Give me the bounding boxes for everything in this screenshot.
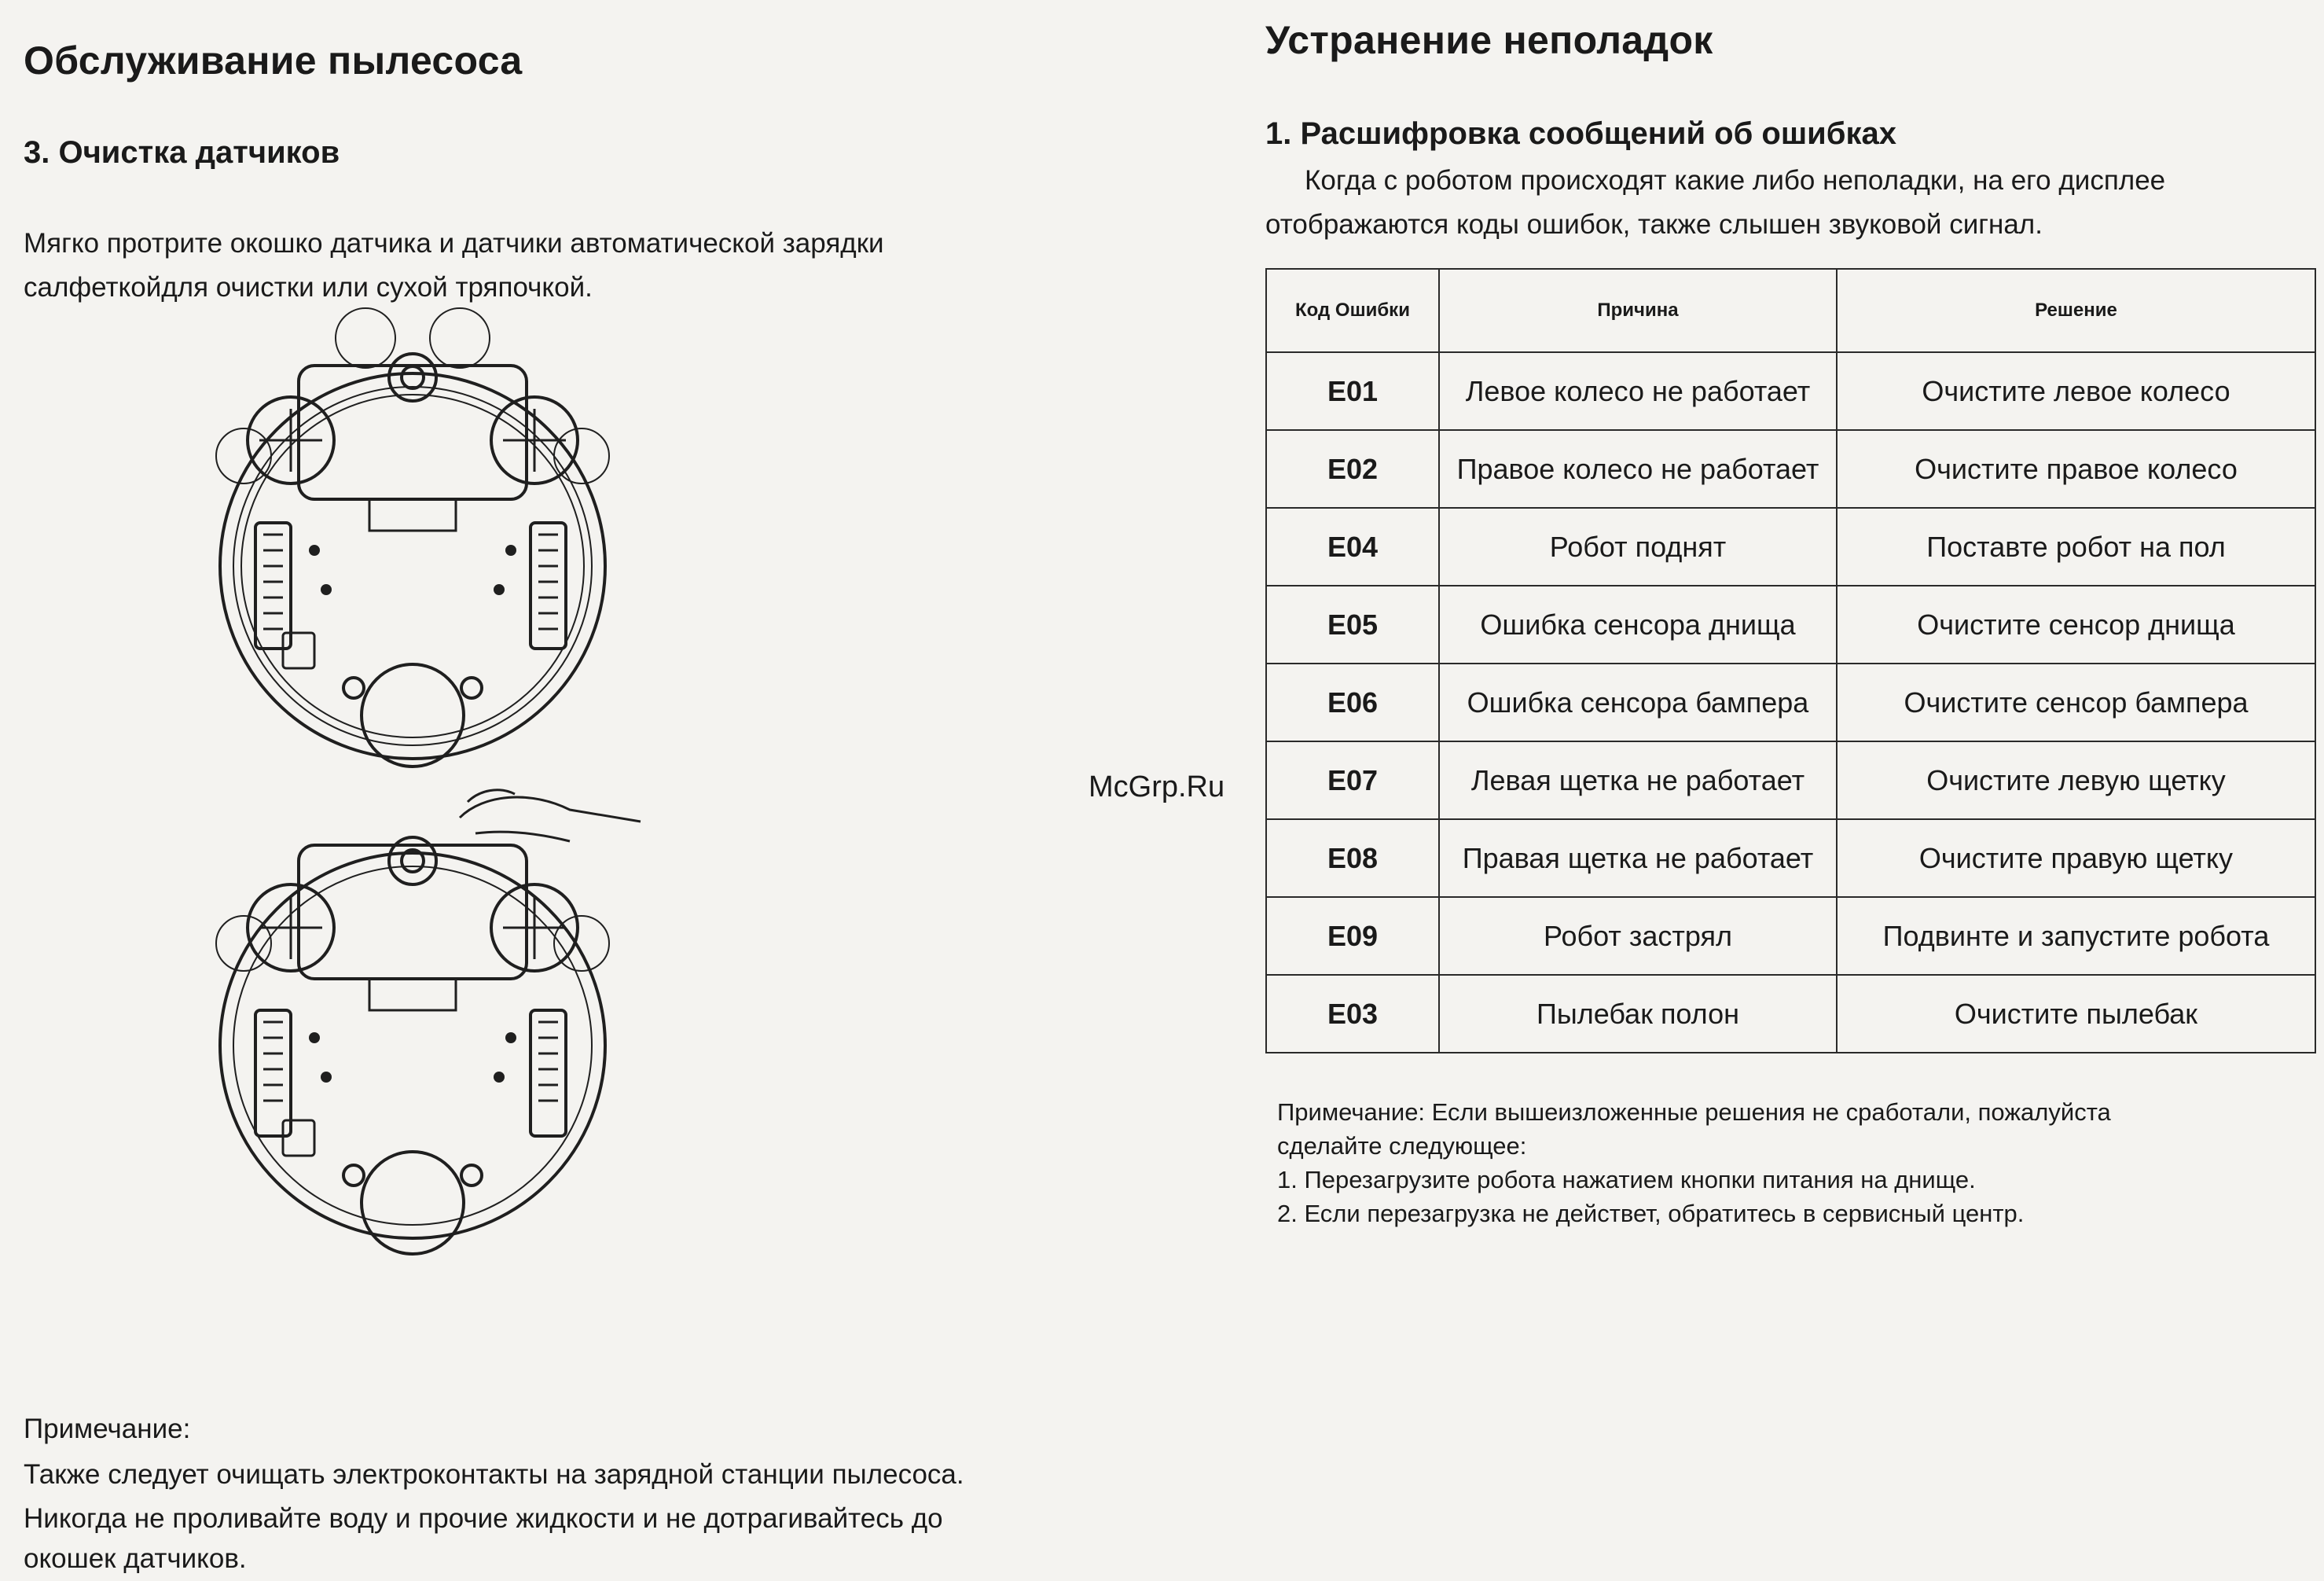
header-code: Код Ошибки (1266, 269, 1439, 352)
error-codes-table (1265, 268, 2316, 1053)
instruction-line-2: салфеткойдля очистки или сухой тряпочкой. (24, 272, 593, 303)
left-page (0, 0, 1100, 1574)
intro-line-1: Когда с роботом происходят какие либо неполадки, на его дисплее (1305, 165, 2166, 196)
error-cause: Пылебак полон (1439, 975, 1837, 1053)
error-cause: Ошибка сенсора днища (1439, 586, 1837, 664)
robot-underside-illustration (200, 307, 641, 778)
right-step-1: 1. Перезагрузите робота нажатием кнопки питания на днище. (1277, 1166, 1976, 1193)
left-page-title: Обслуживание пылесоса (24, 39, 523, 83)
left-note-label: Примечание: (24, 1414, 191, 1444)
left-note-line-1: Также следует очищать электроконтакты на зарядной станции пылесоса. (24, 1459, 964, 1490)
instruction-line-1: Мягко протрите окошко датчика и датчики автоматической зарядки (24, 228, 884, 259)
error-solution: Очистите правое колесо (1837, 430, 2315, 508)
right-page-title: Устранение неполадок (1265, 18, 1713, 62)
error-cause: Правое колесо не работает (1439, 430, 1837, 508)
table-row (1266, 352, 2315, 430)
error-cause: Левое колесо не работает (1439, 352, 1837, 430)
header-cause: Причина (1439, 269, 1837, 352)
table-header-row (1266, 269, 2315, 352)
error-code: E04 (1266, 508, 1439, 586)
left-section-title: 3. Очистка датчиков (24, 135, 340, 170)
right-section-title: 1. Расшифровка сообщений об ошибках (1265, 116, 1896, 151)
intro-line-2: отображаются коды ошибок, также слышен звуковой сигнал. (1265, 209, 2043, 240)
table-row (1266, 664, 2315, 741)
error-solution: Очистите пылебак (1837, 975, 2315, 1053)
error-cause: Робот поднят (1439, 508, 1837, 586)
error-code: E08 (1266, 819, 1439, 897)
error-solution: Очистите сенсор днища (1837, 586, 2315, 664)
error-solution: Поставте робот на пол (1837, 508, 2315, 586)
right-page (1100, 0, 2324, 1570)
table-row (1266, 975, 2315, 1053)
header-solution: Решение (1837, 269, 2315, 352)
table-row (1266, 508, 2315, 586)
right-note-block (1277, 1095, 2111, 1230)
error-cause: Ошибка сенсора бампера (1439, 664, 1837, 741)
error-solution: Очистите левую щетку (1837, 741, 2315, 819)
table-row (1266, 586, 2315, 664)
table-row (1266, 897, 2315, 975)
error-code: E05 (1266, 586, 1439, 664)
watermark: McGrp.Ru (1089, 770, 1225, 803)
table-row (1266, 430, 2315, 508)
right-note-line-1: Примечание: Если вышеизложенные решения не сработали, пожалуйста (1277, 1098, 2111, 1126)
error-code: E09 (1266, 897, 1439, 975)
right-step-2: 2. Если перезагрузка не действет, обратитесь в сервисный центр. (1277, 1200, 2025, 1227)
error-code: E01 (1266, 352, 1439, 430)
error-code: E03 (1266, 975, 1439, 1053)
table-row (1266, 741, 2315, 819)
table-row (1266, 819, 2315, 897)
left-note-line-2: Никогда не проливайте воду и прочие жидкости и не дотрагивайтесь до (24, 1503, 943, 1534)
error-solution: Очистите правую щетку (1837, 819, 2315, 897)
error-cause: Правая щетка не работает (1439, 819, 1837, 897)
error-cause: Левая щетка не работает (1439, 741, 1837, 819)
error-solution: Очистите сенсор бампера (1837, 664, 2315, 741)
error-code: E02 (1266, 430, 1439, 508)
error-solution: Подвинте и запустите робота (1837, 897, 2315, 975)
error-code: E07 (1266, 741, 1439, 819)
robot-cleaning-illustration (200, 786, 688, 1274)
left-note-line-3: окошек датчиков. (24, 1543, 247, 1574)
error-code: E06 (1266, 664, 1439, 741)
right-note-line-2: сделайте следующее: (1277, 1132, 1527, 1160)
error-cause: Робот застрял (1439, 897, 1837, 975)
error-solution: Очистите левое колесо (1837, 352, 2315, 430)
